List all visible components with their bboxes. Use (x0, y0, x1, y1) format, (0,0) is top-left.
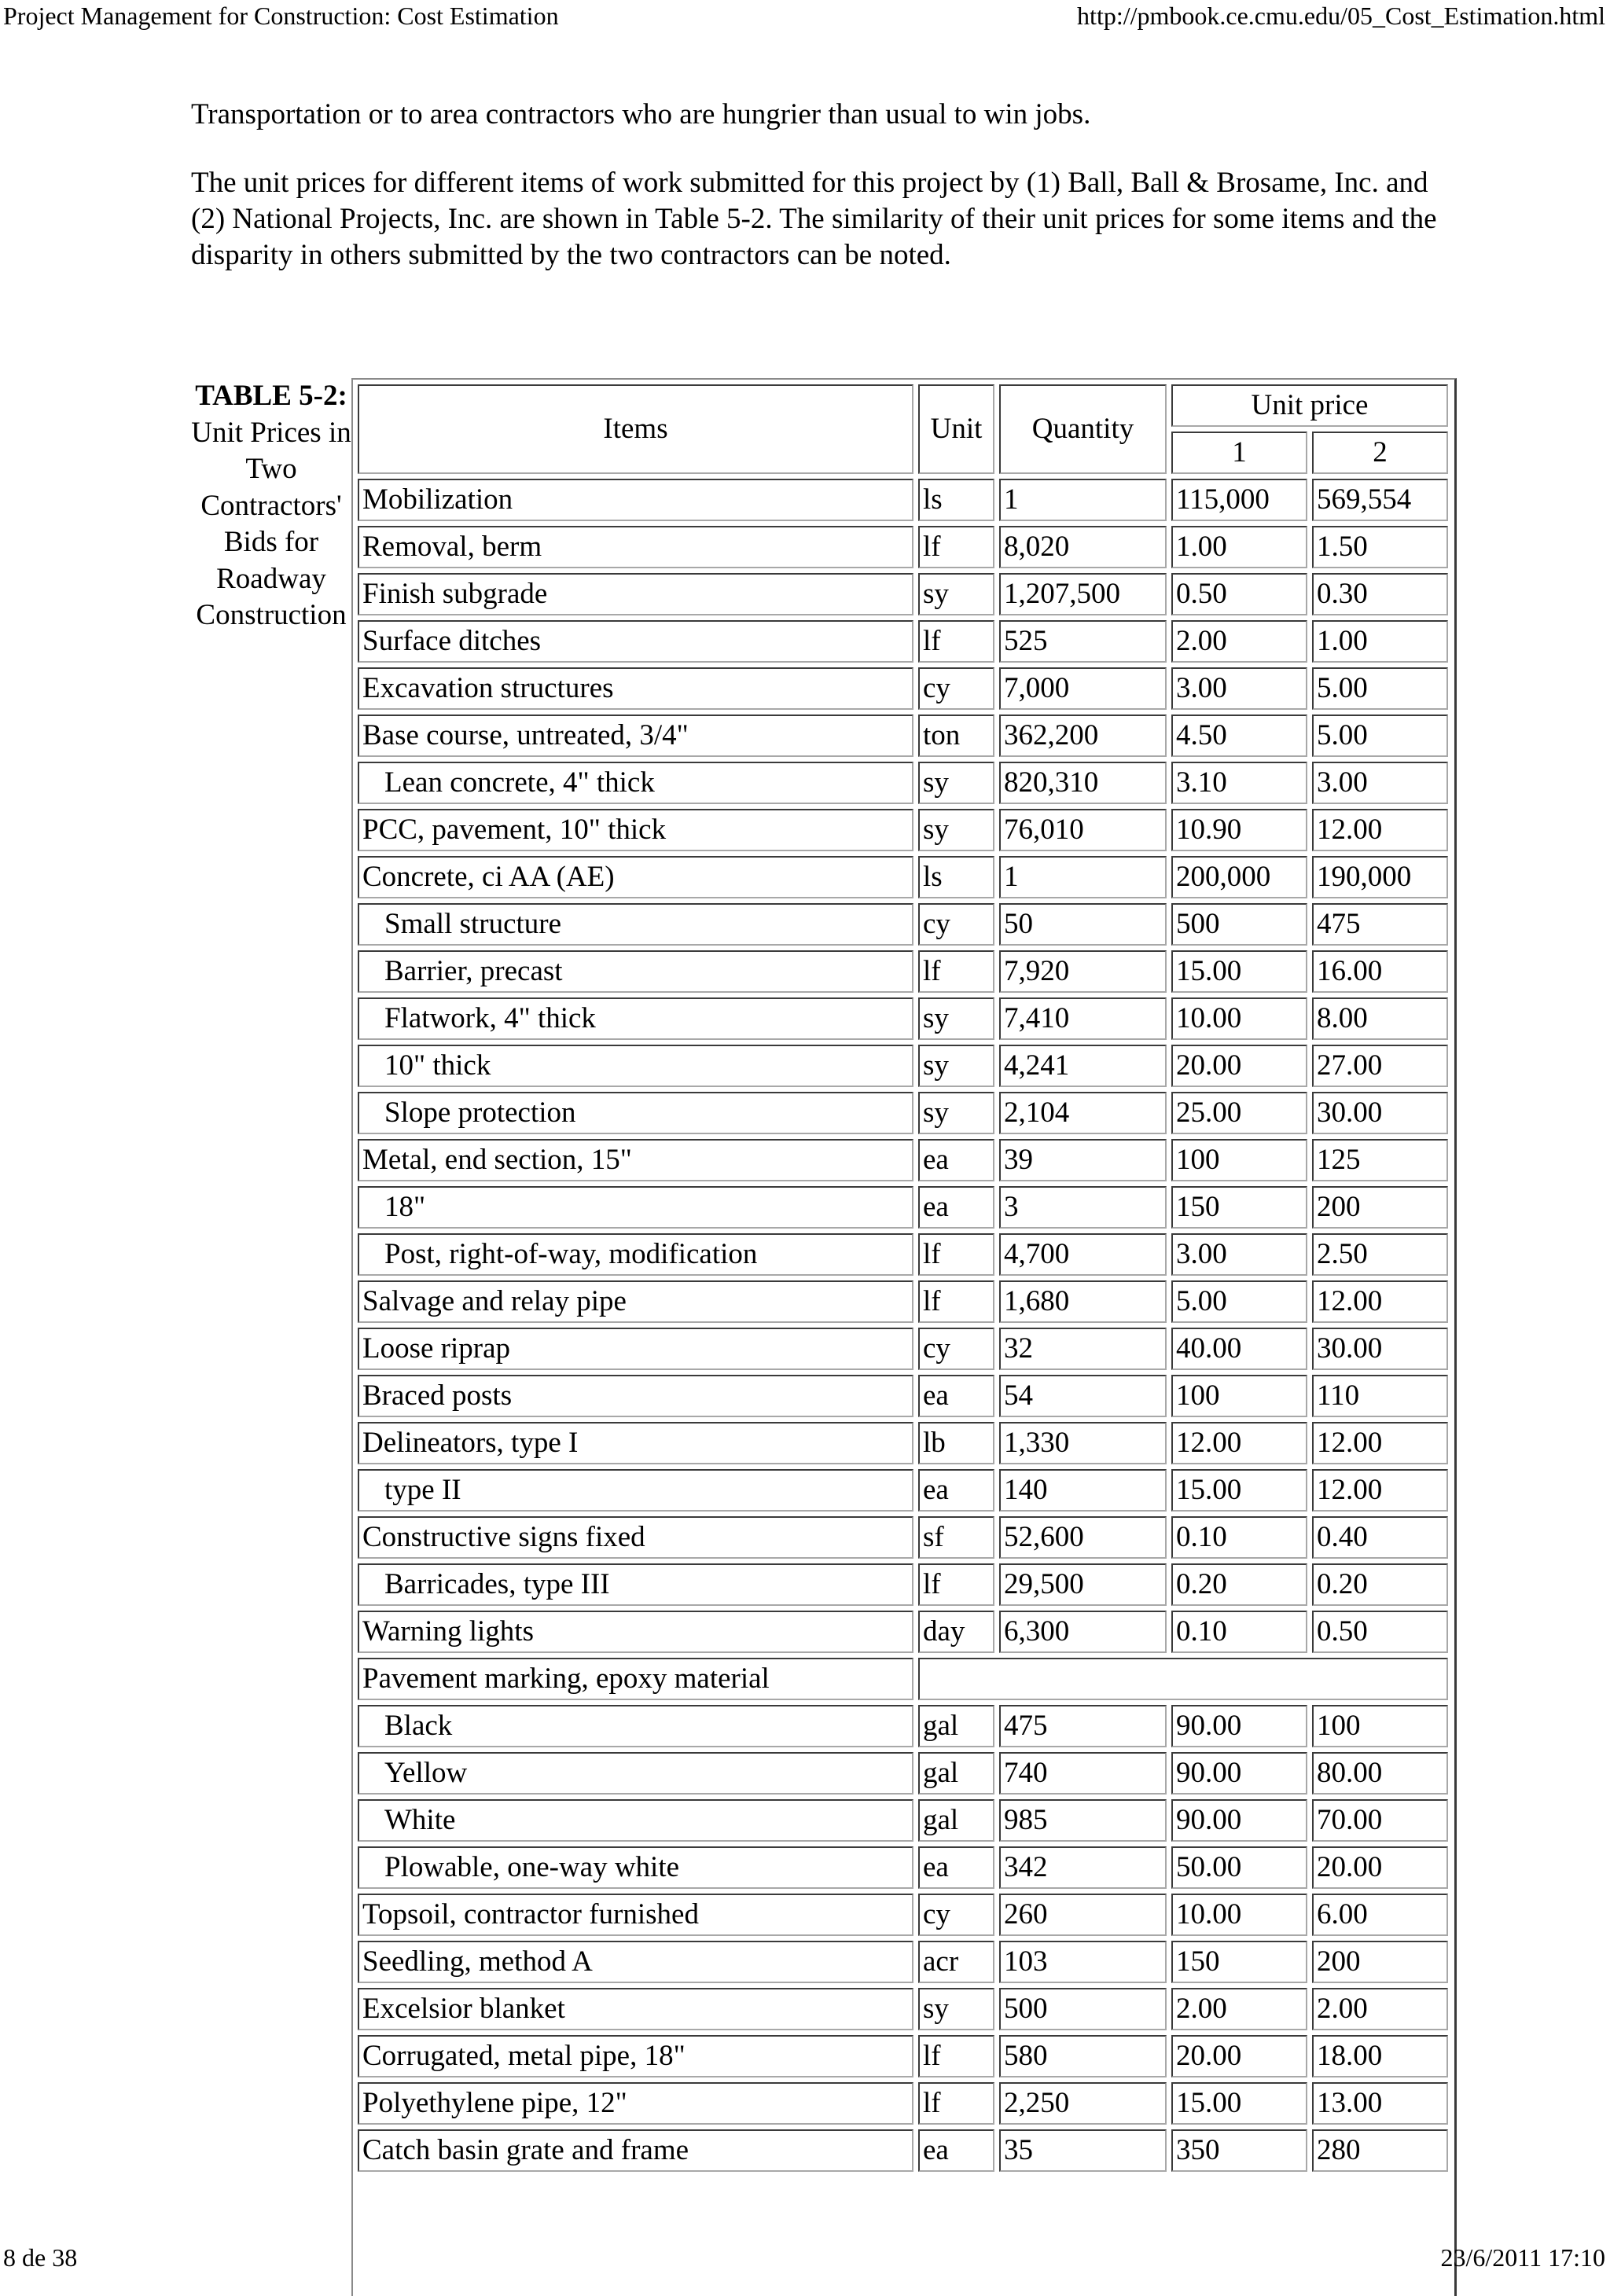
page-footer-datetime: 23/6/2011 17:10 (1440, 2243, 1605, 2272)
cell-price-2: 13.00 (1312, 2082, 1448, 2125)
cell-price-1: 2.00 (1171, 620, 1307, 663)
cell-unit: ea (918, 1186, 994, 1229)
cell-quantity: 4,241 (999, 1045, 1167, 1087)
table-row (358, 479, 1448, 521)
cell-price-1: 2.00 (1171, 1988, 1307, 2030)
cell-unit: lf (918, 526, 994, 568)
table-row (358, 856, 1448, 898)
cell-quantity: 500 (999, 1988, 1167, 2030)
cell-price-1: 500 (1171, 903, 1307, 946)
header-price-1: 1 (1171, 432, 1307, 474)
cell-price-1: 10.00 (1171, 1894, 1307, 1936)
cell-unit: sf (918, 1516, 994, 1559)
cell-unit: gal (918, 1752, 994, 1795)
cell-quantity: 7,920 (999, 950, 1167, 993)
cell-item: Plowable, one-way white (358, 1846, 913, 1889)
cell-unit: day (918, 1611, 994, 1653)
cell-quantity: 29,500 (999, 1563, 1167, 1606)
cell-price-2: 200 (1312, 1186, 1448, 1229)
cell-item: Excelsior blanket (358, 1988, 913, 2030)
cell-price-1: 115,000 (1171, 479, 1307, 521)
cell-price-2: 0.50 (1312, 1611, 1448, 1653)
table-row (358, 2035, 1448, 2077)
cell-price-2: 1.50 (1312, 526, 1448, 568)
cell-quantity: 2,104 (999, 1092, 1167, 1134)
cell-price-1: 15.00 (1171, 1469, 1307, 1512)
cell-unit: lf (918, 2082, 994, 2125)
cell-price-2: 200 (1312, 1941, 1448, 1983)
cell-item: Polyethylene pipe, 12" (358, 2082, 913, 2125)
cell-price-2: 569,554 (1312, 479, 1448, 521)
table-row (358, 762, 1448, 804)
cell-price-1: 90.00 (1171, 1705, 1307, 1747)
cell-price-1: 90.00 (1171, 1799, 1307, 1842)
cell-unit: cy (918, 1894, 994, 1936)
cell-quantity: 3 (999, 1186, 1167, 1229)
cell-quantity: 2,250 (999, 2082, 1167, 2125)
table-caption-text: Unit Prices in Two Contractors' Bids for Roadway Construction (191, 416, 351, 631)
cell-quantity: 8,020 (999, 526, 1167, 568)
cell-unit: ls (918, 479, 994, 521)
cell-price-2: 12.00 (1312, 1469, 1448, 1512)
header-items: Items (358, 384, 913, 474)
cell-item: 18" (358, 1186, 913, 1229)
cell-price-1: 20.00 (1171, 1045, 1307, 1087)
cell-item: Barrier, precast (358, 950, 913, 993)
table-row (358, 1752, 1448, 1795)
cell-quantity: 362,200 (999, 715, 1167, 757)
cell-price-2: 110 (1312, 1375, 1448, 1417)
table-row (358, 1186, 1448, 1229)
cell-quantity: 342 (999, 1846, 1167, 1889)
cell-unit: ton (918, 715, 994, 757)
cell-price-2: 100 (1312, 1705, 1448, 1747)
table-row (358, 1846, 1448, 1889)
cell-quantity: 1 (999, 479, 1167, 521)
cell-quantity: 1,680 (999, 1280, 1167, 1323)
cell-unit: gal (918, 1705, 994, 1747)
cell-price-2: 475 (1312, 903, 1448, 946)
header-quantity: Quantity (999, 384, 1167, 474)
table-body (358, 479, 1448, 2172)
table-row (358, 1705, 1448, 1747)
cell-price-1: 350 (1171, 2129, 1307, 2172)
table-row (358, 667, 1448, 710)
cell-item: Metal, end section, 15" (358, 1139, 913, 1181)
page-header-title: Project Management for Construction: Cost Estimation (3, 2, 559, 30)
header-unit: Unit (918, 384, 994, 474)
cell-item: Yellow (358, 1752, 913, 1795)
cell-price-1: 100 (1171, 1139, 1307, 1181)
cell-price-1: 50.00 (1171, 1846, 1307, 1889)
cell-empty-span (918, 1658, 1448, 1700)
cell-quantity: 52,600 (999, 1516, 1167, 1559)
cell-price-1: 15.00 (1171, 2082, 1307, 2125)
table-row (358, 1941, 1448, 1983)
cell-price-2: 80.00 (1312, 1752, 1448, 1795)
cell-item: Warning lights (358, 1611, 913, 1653)
cell-item: Removal, berm (358, 526, 913, 568)
cell-price-2: 3.00 (1312, 762, 1448, 804)
page-header-url: http://pmbook.ce.cmu.edu/05_Cost_Estimation.html (1077, 2, 1605, 30)
cell-quantity: 475 (999, 1705, 1167, 1747)
cell-price-1: 150 (1171, 1941, 1307, 1983)
cell-quantity: 1 (999, 856, 1167, 898)
cell-price-2: 5.00 (1312, 667, 1448, 710)
cell-item: Post, right-of-way, modification (358, 1233, 913, 1276)
table-row (358, 573, 1448, 615)
cell-quantity: 54 (999, 1375, 1167, 1417)
cell-unit: lb (918, 1422, 994, 1464)
cell-item: Catch basin grate and frame (358, 2129, 913, 2172)
cell-price-2: 1.00 (1312, 620, 1448, 663)
table-row (358, 526, 1448, 568)
cell-item: Surface ditches (358, 620, 913, 663)
table-row (358, 903, 1448, 946)
cell-price-2: 190,000 (1312, 856, 1448, 898)
cell-unit: acr (918, 1941, 994, 1983)
table-caption-label: TABLE 5-2: (195, 380, 347, 412)
cell-price-1: 1.00 (1171, 526, 1307, 568)
cell-price-2: 18.00 (1312, 2035, 1448, 2077)
table-row (358, 1563, 1448, 1606)
cell-price-2: 30.00 (1312, 1092, 1448, 1134)
cell-item: Small structure (358, 903, 913, 946)
table-row (358, 715, 1448, 757)
cell-quantity: 6,300 (999, 1611, 1167, 1653)
cell-quantity: 740 (999, 1752, 1167, 1795)
table-row (358, 2082, 1448, 2125)
table-row (358, 1092, 1448, 1134)
table-row (358, 1045, 1448, 1087)
cell-unit: sy (918, 1988, 994, 2030)
cell-price-2: 12.00 (1312, 1422, 1448, 1464)
cell-unit: lf (918, 2035, 994, 2077)
cell-item: PCC, pavement, 10" thick (358, 809, 913, 851)
cell-unit: cy (918, 667, 994, 710)
cell-item: White (358, 1799, 913, 1842)
table-row (358, 1658, 1448, 1700)
cell-price-1: 90.00 (1171, 1752, 1307, 1795)
cell-quantity: 4,700 (999, 1233, 1167, 1276)
cell-item: Lean concrete, 4" thick (358, 762, 913, 804)
table-row (358, 1375, 1448, 1417)
table-row (358, 1233, 1448, 1276)
cell-price-2: 70.00 (1312, 1799, 1448, 1842)
table-row (358, 950, 1448, 993)
table-row (358, 1280, 1448, 1323)
cell-price-2: 12.00 (1312, 1280, 1448, 1323)
cell-quantity: 35 (999, 2129, 1167, 2172)
cell-quantity: 525 (999, 620, 1167, 663)
cell-price-2: 27.00 (1312, 1045, 1448, 1087)
cell-quantity: 39 (999, 1139, 1167, 1181)
cell-price-2: 8.00 (1312, 997, 1448, 1040)
cell-unit: lf (918, 620, 994, 663)
table-row (358, 1139, 1448, 1181)
cell-unit: sy (918, 573, 994, 615)
cell-unit: gal (918, 1799, 994, 1842)
cell-unit: ea (918, 1139, 994, 1181)
cell-price-2: 0.20 (1312, 1563, 1448, 1606)
header-price-2: 2 (1312, 432, 1448, 474)
cell-quantity: 76,010 (999, 809, 1167, 851)
cell-price-2: 12.00 (1312, 809, 1448, 851)
cell-quantity: 103 (999, 1941, 1167, 1983)
cell-price-2: 0.40 (1312, 1516, 1448, 1559)
cell-unit: cy (918, 1328, 994, 1370)
cell-price-1: 100 (1171, 1375, 1307, 1417)
table-row (358, 1894, 1448, 1936)
cell-unit: ea (918, 1469, 994, 1512)
cell-item: type II (358, 1469, 913, 1512)
cell-unit: ea (918, 2129, 994, 2172)
cell-price-2: 6.00 (1312, 1894, 1448, 1936)
table-row (358, 1799, 1448, 1842)
unit-price-table (353, 380, 1453, 2177)
table-row (358, 620, 1448, 663)
cell-item: 10" thick (358, 1045, 913, 1087)
page-footer-page-number: 8 de 38 (3, 2243, 78, 2272)
cell-price-1: 0.10 (1171, 1516, 1307, 1559)
cell-unit: sy (918, 1092, 994, 1134)
cell-item: Flatwork, 4" thick (358, 997, 913, 1040)
cell-price-1: 3.00 (1171, 667, 1307, 710)
table-row (358, 1516, 1448, 1559)
cell-item: Delineators, type I (358, 1422, 913, 1464)
cell-item: Pavement marking, epoxy material (358, 1658, 913, 1700)
cell-price-1: 15.00 (1171, 950, 1307, 993)
cell-price-1: 5.00 (1171, 1280, 1307, 1323)
cell-unit: sy (918, 1045, 994, 1087)
cell-item: Finish subgrade (358, 573, 913, 615)
cell-quantity: 7,410 (999, 997, 1167, 1040)
cell-unit: ea (918, 1846, 994, 1889)
cell-price-1: 20.00 (1171, 2035, 1307, 2077)
cell-item: Barricades, type III (358, 1563, 913, 1606)
cell-price-2: 2.50 (1312, 1233, 1448, 1276)
cell-price-1: 200,000 (1171, 856, 1307, 898)
cell-price-1: 4.50 (1171, 715, 1307, 757)
table-row (358, 1988, 1448, 2030)
cell-item: Slope protection (358, 1092, 913, 1134)
table-row (358, 809, 1448, 851)
cell-quantity: 985 (999, 1799, 1167, 1842)
cell-price-2: 280 (1312, 2129, 1448, 2172)
cell-price-2: 30.00 (1312, 1328, 1448, 1370)
body-paragraph-2: The unit prices for different items of work submitted for this project by (1) Ball, Ball & Brosame, Inc. and (2) National Projects, Inc. are shown in Table 5-2. The similarity of their unit prices for some items and the disparity in others submitted by the two contractors can be noted. (191, 167, 1437, 271)
cell-quantity: 50 (999, 903, 1167, 946)
cell-price-2: 2.00 (1312, 1988, 1448, 2030)
cell-price-1: 10.90 (1171, 809, 1307, 851)
cell-item: Topsoil, contractor furnished (358, 1894, 913, 1936)
cell-price-1: 12.00 (1171, 1422, 1307, 1464)
cell-item: Base course, untreated, 3/4" (358, 715, 913, 757)
cell-unit: lf (918, 1233, 994, 1276)
cell-unit: ls (918, 856, 994, 898)
table-caption (189, 378, 354, 634)
table-row (358, 1469, 1448, 1512)
cell-price-1: 40.00 (1171, 1328, 1307, 1370)
cell-unit: lf (918, 950, 994, 993)
cell-quantity: 32 (999, 1328, 1167, 1370)
cell-price-2: 16.00 (1312, 950, 1448, 993)
cell-price-2: 20.00 (1312, 1846, 1448, 1889)
cell-item: Salvage and relay pipe (358, 1280, 913, 1323)
table-header-row (358, 384, 1448, 427)
cell-price-1: 25.00 (1171, 1092, 1307, 1134)
cell-price-1: 150 (1171, 1186, 1307, 1229)
cell-item: Excavation structures (358, 667, 913, 710)
cell-price-2: 0.30 (1312, 573, 1448, 615)
body-paragraph-1: Transportation or to area contractors who are hungrier than usual to win jobs. (191, 98, 1091, 130)
cell-quantity: 1,330 (999, 1422, 1167, 1464)
table-row (358, 997, 1448, 1040)
cell-item: Corrugated, metal pipe, 18" (358, 2035, 913, 2077)
table-row (358, 1422, 1448, 1464)
cell-price-1: 0.20 (1171, 1563, 1307, 1606)
table-row (358, 1328, 1448, 1370)
cell-unit: sy (918, 762, 994, 804)
cell-price-1: 0.50 (1171, 573, 1307, 615)
cell-unit: sy (918, 809, 994, 851)
cell-price-1: 3.10 (1171, 762, 1307, 804)
cell-quantity: 260 (999, 1894, 1167, 1936)
cell-quantity: 7,000 (999, 667, 1167, 710)
cell-item: Concrete, ci AA (AE) (358, 856, 913, 898)
cell-item: Seedling, method A (358, 1941, 913, 1983)
cell-price-2: 5.00 (1312, 715, 1448, 757)
cell-quantity: 820,310 (999, 762, 1167, 804)
cell-unit: sy (918, 997, 994, 1040)
table-row (358, 1611, 1448, 1653)
cell-quantity: 1,207,500 (999, 573, 1167, 615)
cell-item: Constructive signs fixed (358, 1516, 913, 1559)
cell-item: Mobilization (358, 479, 913, 521)
cell-unit: lf (918, 1563, 994, 1606)
cell-unit: cy (918, 903, 994, 946)
cell-unit: lf (918, 1280, 994, 1323)
unit-price-table-frame (351, 378, 1457, 2296)
table-row (358, 2129, 1448, 2172)
cell-quantity: 140 (999, 1469, 1167, 1512)
header-unit-price: Unit price (1171, 384, 1448, 427)
cell-item: Braced posts (358, 1375, 913, 1417)
cell-item: Loose riprap (358, 1328, 913, 1370)
cell-price-1: 3.00 (1171, 1233, 1307, 1276)
cell-price-1: 10.00 (1171, 997, 1307, 1040)
cell-price-2: 125 (1312, 1139, 1448, 1181)
cell-unit: ea (918, 1375, 994, 1417)
cell-price-1: 0.10 (1171, 1611, 1307, 1653)
cell-item: Black (358, 1705, 913, 1747)
cell-quantity: 580 (999, 2035, 1167, 2077)
